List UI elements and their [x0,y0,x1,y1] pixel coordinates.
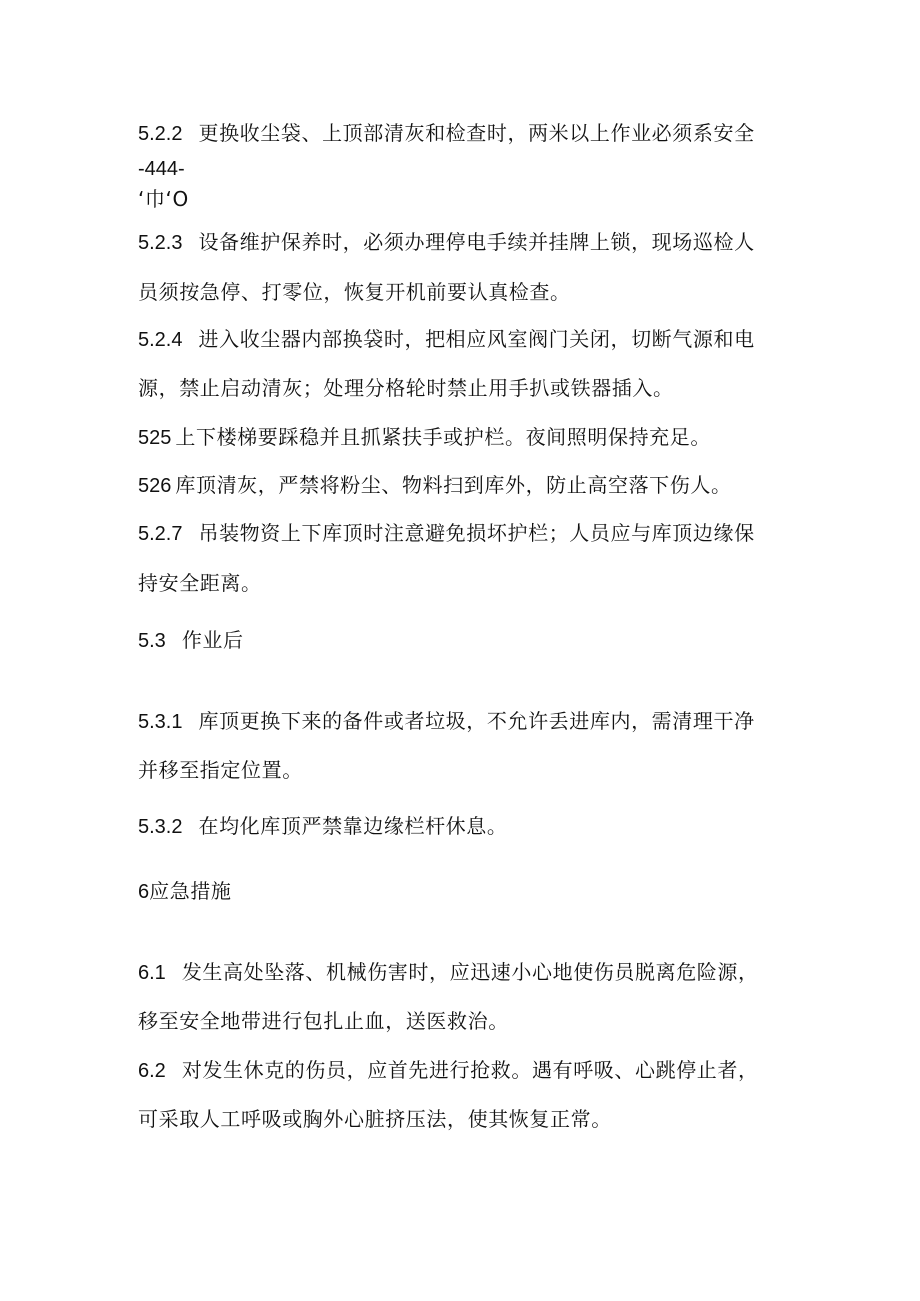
garbled-fragment-2 [138,187,189,211]
clause-number: 525 [138,427,172,449]
fragment-text: -444- [138,158,185,180]
clause-text: 库顶更换下来的备件或者垃圾，不允许丢进库内，需清理干净 [198,709,755,733]
clause-526 [138,473,732,498]
clause-text: 员须按急停、打零位，恢复开机前要认真检查。 [138,280,571,304]
clause-number: 5.3.1 [138,711,183,733]
section-5-3-heading [138,628,244,653]
clause-5-2-3 [138,230,755,255]
section-number: 6 [138,881,150,903]
clause-5-3-1-continued [138,758,303,782]
clause-text: 对发生休克的伤员，应首先进行抢救。遇有呼吸、心跳停止者， [181,1058,759,1082]
section-6-heading [138,879,232,904]
clause-number: 6.2 [138,1060,166,1082]
clause-number: 5.3.2 [138,816,183,838]
clause-number: 526 [138,475,172,497]
clause-5-2-7-continued [138,571,262,595]
clause-5-3-1 [138,709,755,734]
section-number: 5.3 [138,630,166,652]
clause-text: 吊装物资上下库顶时注意避免损坏护栏；人员应与库顶边缘保 [198,521,755,545]
clause-5-2-4 [138,327,755,352]
clause-6-1-continued [138,1009,509,1033]
clause-text: 更换收尘袋、上顶部清灰和检查时，两米以上作业必须系安全 [198,121,755,145]
section-title: 应急措施 [149,879,232,903]
garbled-fragment [138,157,185,181]
clause-5-2-4-continued [138,376,674,400]
fragment-text: ‘巾‘O [138,187,189,211]
clause-text: 源，禁止启动清灰；处理分格轮时禁止用手扒或铁器插入。 [138,376,674,400]
clause-6-2 [138,1058,759,1083]
section-title: 作业后 [181,628,244,652]
clause-5-2-3-continued [138,280,571,304]
clause-5-3-2 [138,814,507,839]
clause-6-2-continued [138,1107,612,1131]
clause-text: 发生高处坠落、机械伤害时，应迅速小心地使伤员脱离危险源， [181,960,759,984]
clause-6-1 [138,960,759,985]
clause-number: 5.2.2 [138,123,183,145]
clause-number: 5.2.4 [138,329,183,351]
clause-text: 可采取人工呼吸或胸外心脏挤压法，使其恢复正常。 [138,1107,612,1131]
clause-525 [138,425,711,450]
clause-text: 库顶清灰，严禁将粉尘、物料扫到库外，防止高空落下伤人。 [175,473,732,497]
clause-text: 进入收尘器内部换袋时，把相应风室阀门关闭，切断气源和电 [198,327,755,351]
clause-text: 并移至指定位置。 [138,758,303,782]
clause-5-2-7 [138,521,755,546]
clause-text: 移至安全地带进行包扎止血，送医救治。 [138,1009,509,1033]
clause-text: 上下楼梯要踩稳并且抓紧扶手或护栏。夜间照明保持充足。 [175,425,711,449]
clause-text: 设备维护保养时，必须办理停电手续并挂牌上锁，现场巡检人 [198,230,755,254]
clause-number: 5.2.3 [138,232,183,254]
clause-5-2-2 [138,121,755,146]
clause-text: 在均化库顶严禁靠边缘栏杆休息。 [198,814,508,838]
clause-text: 持安全距离。 [138,571,262,595]
clause-number: 5.2.7 [138,523,183,545]
clause-number: 6.1 [138,962,166,984]
